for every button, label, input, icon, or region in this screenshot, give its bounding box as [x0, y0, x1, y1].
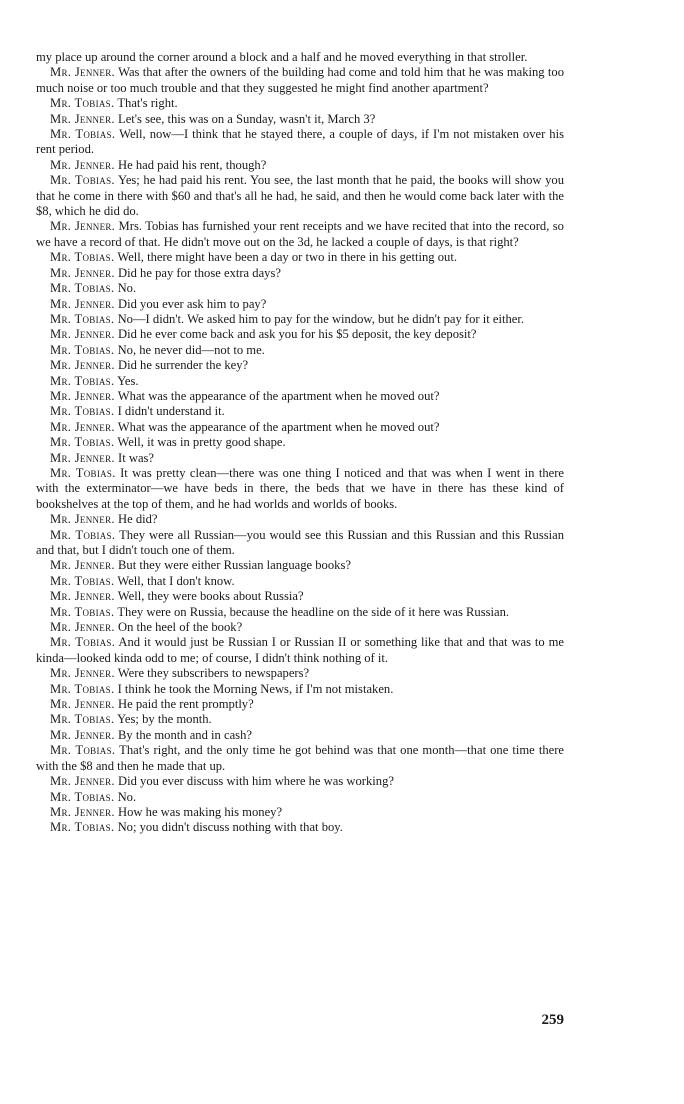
- transcript-paragraph: [36, 127, 564, 158]
- speaker-label: Mr. Jenner.: [50, 774, 115, 789]
- speech-text: It was?: [114, 450, 155, 465]
- speaker-label: Mr. Tobias.: [50, 527, 116, 542]
- transcript-paragraph: [36, 512, 564, 527]
- speech-text: They were all Russian—you would see this Russian and this Russian and this Russian and that, but I didn't touch one of them.: [36, 527, 565, 557]
- transcript-paragraph: [36, 50, 564, 65]
- speaker-label: Mr. Tobias.: [50, 373, 115, 388]
- speech-text: No; you didn't discuss nothing with that boy.: [114, 820, 343, 835]
- speech-text: Well, that I don't know.: [114, 573, 235, 588]
- speech-text: Were they subscribers to newspapers?: [114, 666, 310, 681]
- page-number: 259: [541, 1012, 564, 1028]
- speaker-label: Mr. Tobias.: [50, 681, 115, 696]
- transcript-paragraph: [36, 712, 564, 727]
- speech-text: Did he surrender the key?: [114, 358, 249, 373]
- transcript-paragraph: [36, 574, 564, 589]
- speech-text: He paid the rent promptly?: [114, 697, 254, 712]
- transcript-paragraph: [36, 250, 564, 265]
- speaker-label: Mr. Jenner.: [50, 512, 115, 527]
- transcript-paragraph: [36, 589, 564, 604]
- speaker-label: Mr. Tobias.: [50, 311, 115, 326]
- transcript-page: [36, 50, 564, 836]
- transcript-paragraph: [36, 605, 564, 620]
- speaker-label: Mr. Tobias.: [50, 789, 115, 804]
- speaker-label: Mr. Tobias.: [50, 435, 115, 450]
- speech-text: I didn't understand it.: [114, 404, 225, 419]
- transcript-paragraph: [36, 466, 564, 512]
- speech-text: No—I didn't. We asked him to pay for the window, but he didn't pay for it either.: [114, 311, 525, 326]
- transcript-paragraph: [36, 528, 564, 559]
- speaker-label: Mr. Tobias.: [50, 635, 116, 650]
- transcript-paragraph: [36, 743, 564, 774]
- speech-text: Did he pay for those extra days?: [114, 265, 281, 280]
- transcript-paragraph: [36, 451, 564, 466]
- speech-text: Did you ever discuss with him where he was working?: [114, 774, 394, 789]
- speech-text: Let's see, this was on a Sunday, wasn't it, March 3?: [114, 111, 376, 126]
- speech-text: How he was making his money?: [114, 804, 283, 819]
- transcript-paragraph: [36, 158, 564, 173]
- speech-text: Well, it was in pretty good shape.: [114, 435, 286, 450]
- speaker-label: Mr. Jenner.: [50, 157, 115, 172]
- transcript-paragraph: [36, 96, 564, 111]
- speech-text: No, he never did—not to me.: [114, 342, 265, 357]
- speech-text: my place up around the corner around a block and a half and he moved everything in that stroller.: [36, 50, 528, 64]
- speaker-label: Mr. Jenner.: [50, 450, 115, 465]
- speech-text: Yes.: [114, 373, 139, 388]
- transcript-paragraph: [36, 635, 564, 666]
- transcript-paragraph: [36, 805, 564, 820]
- transcript-paragraph: [36, 820, 564, 835]
- speaker-label: Mr. Jenner.: [50, 804, 115, 819]
- transcript-paragraph: [36, 266, 564, 281]
- speaker-label: Mr. Jenner.: [50, 296, 115, 311]
- speaker-label: Mr. Jenner.: [50, 358, 115, 373]
- speech-text: Yes; he had paid his rent. You see, the last month that he paid, the books will show you that he come in there with $60 and that's all he had, he said, and then he would come back later with the $8, which he did do.: [36, 173, 564, 219]
- speech-text: Well, there might have been a day or two in there in his getting out.: [114, 250, 457, 265]
- transcript-paragraph: [36, 404, 564, 419]
- speech-text: What was the appearance of the apartment when he moved out?: [114, 419, 440, 434]
- speaker-label: Mr. Tobias.: [50, 127, 116, 142]
- speech-text: And it would just be Russian I or Russian II or something like that and that was to me kinda—looked kinda odd to me; of course, I didn't think nothing of it.: [36, 635, 564, 665]
- speaker-label: Mr. Jenner.: [50, 219, 116, 234]
- speaker-label: Mr. Jenner.: [50, 419, 115, 434]
- speech-text: That's right.: [114, 96, 178, 111]
- speaker-label: Mr. Tobias.: [50, 573, 115, 588]
- speaker-label: Mr. Jenner.: [50, 388, 115, 403]
- transcript-paragraph: [36, 358, 564, 373]
- speech-text: They were on Russia, because the headline on the side of it here was Russian.: [114, 604, 510, 619]
- speaker-label: Mr. Tobias.: [50, 820, 115, 835]
- transcript-paragraph: [36, 327, 564, 342]
- speaker-label: Mr. Tobias.: [50, 281, 115, 296]
- transcript-paragraph: [36, 666, 564, 681]
- speaker-label: Mr. Tobias.: [50, 404, 115, 419]
- transcript-paragraph: [36, 558, 564, 573]
- speech-text: Mrs. Tobias has furnished your rent receipts and we have recited that into the record, so we have a record of that. He didn't move out on the 3d, he lacked a couple of days, is that right?: [36, 219, 564, 249]
- speaker-label: Mr. Tobias.: [50, 712, 115, 727]
- transcript-paragraph: [36, 420, 564, 435]
- transcript-paragraph: [36, 389, 564, 404]
- speech-text: Did you ever ask him to pay?: [114, 296, 267, 311]
- speaker-label: Mr. Tobias.: [50, 604, 115, 619]
- transcript-paragraph: [36, 697, 564, 712]
- speaker-label: Mr. Jenner.: [50, 697, 115, 712]
- speaker-label: Mr. Tobias.: [50, 465, 116, 480]
- speech-text: No.: [114, 281, 137, 296]
- speech-text: By the month and in cash?: [114, 727, 252, 742]
- speaker-label: Mr. Jenner.: [50, 666, 115, 681]
- transcript-paragraph: [36, 790, 564, 805]
- speech-text: Well, they were books about Russia?: [114, 589, 304, 604]
- transcript-paragraph: [36, 112, 564, 127]
- speaker-label: Mr. Jenner.: [50, 327, 115, 342]
- speech-text: Did he ever come back and ask you for his $5 deposit, the key deposit?: [114, 327, 477, 342]
- transcript-paragraph: [36, 65, 564, 96]
- transcript-paragraph: [36, 343, 564, 358]
- transcript-paragraph: [36, 435, 564, 450]
- speaker-label: Mr. Jenner.: [50, 727, 115, 742]
- speech-text: Well, now—I think that he stayed there, a couple of days, if I'm not mistaken over his rent period.: [36, 127, 564, 157]
- transcript-paragraph: [36, 297, 564, 312]
- speech-text: What was the appearance of the apartment when he moved out?: [114, 388, 440, 403]
- speech-text: Was that after the owners of the building had come and told him that he was making too much noise or too much trouble and that they suggested he might find another apartment?: [36, 65, 564, 95]
- transcript-paragraph: [36, 173, 564, 219]
- speaker-label: Mr. Tobias.: [50, 250, 115, 265]
- speaker-label: Mr. Tobias.: [50, 173, 115, 188]
- speaker-label: Mr. Jenner.: [50, 65, 115, 80]
- speech-text: On the heel of the book?: [114, 620, 243, 635]
- speech-text: It was pretty clean—there was one thing I noticed and that was when I went in there with the exterminator—we have beds in there, the beds that we have in there has these kind of bookshelves at the top of them, and he had worlds and worlds of books.: [36, 465, 564, 511]
- transcript-paragraph: [36, 219, 564, 250]
- speaker-label: Mr. Jenner.: [50, 265, 115, 280]
- speech-text: That's right, and the only time he got behind was that one month—that one time there with the $8 and then he made that up.: [36, 743, 565, 773]
- speaker-label: Mr. Jenner.: [50, 589, 115, 604]
- transcript-paragraph: [36, 620, 564, 635]
- transcript-paragraph: [36, 281, 564, 296]
- speaker-label: Mr. Jenner.: [50, 620, 115, 635]
- speech-text: I think he took the Morning News, if I'm not mistaken.: [114, 681, 394, 696]
- transcript-paragraph: [36, 774, 564, 789]
- speech-text: But they were either Russian language books?: [114, 558, 351, 573]
- speaker-label: Mr. Jenner.: [50, 558, 115, 573]
- transcript-paragraph: [36, 682, 564, 697]
- speech-text: No.: [114, 789, 137, 804]
- speaker-label: Mr. Tobias.: [50, 342, 115, 357]
- transcript-paragraph: [36, 312, 564, 327]
- speech-text: He did?: [114, 512, 158, 527]
- speaker-label: Mr. Tobias.: [50, 743, 116, 758]
- speech-text: Yes; by the month.: [114, 712, 212, 727]
- transcript-paragraph: [36, 728, 564, 743]
- speaker-label: Mr. Tobias.: [50, 96, 115, 111]
- speech-text: He had paid his rent, though?: [114, 157, 267, 172]
- speaker-label: Mr. Jenner.: [50, 111, 115, 126]
- transcript-paragraph: [36, 374, 564, 389]
